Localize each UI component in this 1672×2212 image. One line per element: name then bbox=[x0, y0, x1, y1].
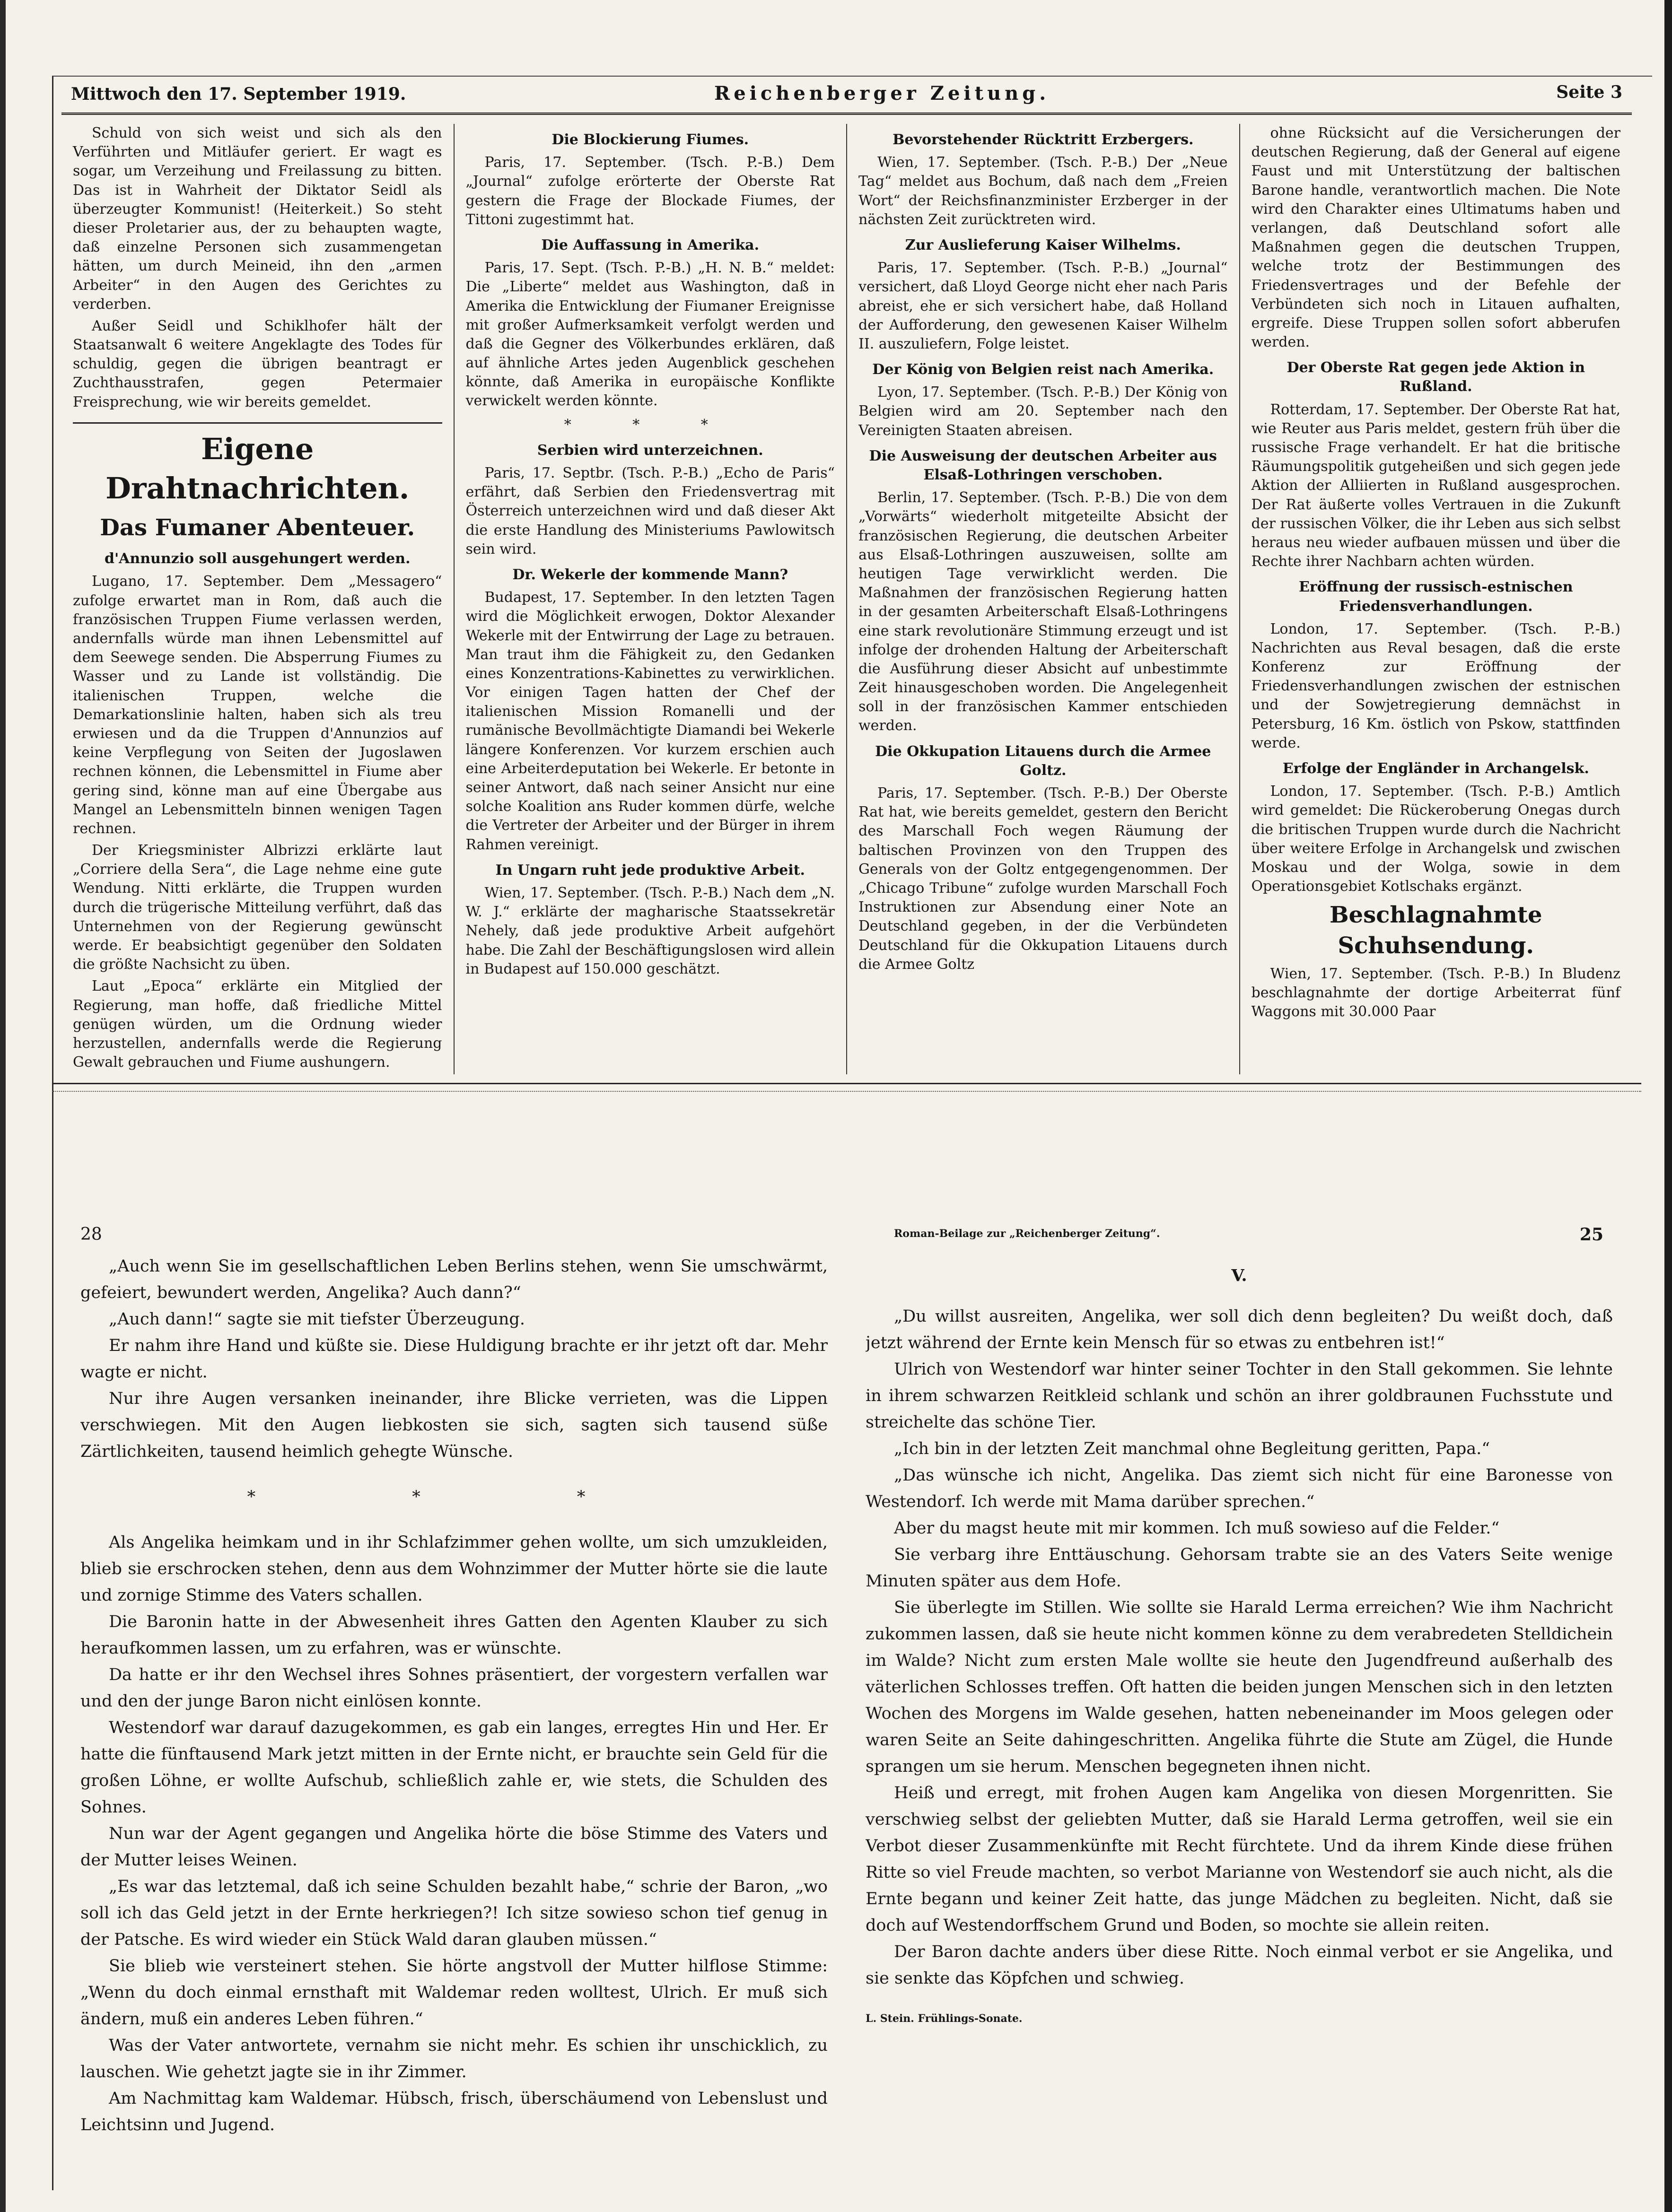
supplement-title: Roman-Beilage zur „Reichenberger Zeitung“. bbox=[894, 1228, 1160, 1240]
paragraph: Lugano, 17. September. Dem „Messagero“ zufolge erwartet man in Rom, daß auch die französischen Truppen Fiume verlassen werden, andernfalls würde man ihnen Lebensmittel auf dem Seewege senden. Die Absperrung Fiumes zu Wasser und zu Lande ist vollständig. Die italienischen Truppen, welche die Demarkationslinie halten, haben sich als treu erwiesen und da die Truppen d'Annunzios auf keine Verpflegung von Seiten der Jugoslawen rechnen können, die Lebensmittel in Fiume aber gering sind, könne man auf eine Übergabe aus Mangel an Lebensmitteln binnen wenigen Tagen rechnen. bbox=[73, 573, 442, 837]
paragraph: Westendorf war darauf dazugekommen, es gab ein langes, erregtes Hin und Her. Er hatte die fünftausend Mark jetzt mitten in der Ernte nicht, er brauchte sein Geld für die großen Löhne, er wollte Aufschub, schließlich zahle er, wie stets, die Schulden des Sohnes. bbox=[80, 1718, 828, 1817]
article-title: Bevorstehender Rücktritt Erzbergers. bbox=[893, 131, 1194, 148]
article-text: Paris, 17. September. (Tsch. P.-B.) Dem „Journal“ zufolge erörterte der Oberste Rat gestern die Frage der Blockade Fiumes, der Tittoni zugestimmt hat. bbox=[465, 154, 835, 228]
newspaper-header bbox=[61, 79, 1632, 115]
paragraph: Er nahm ihre Hand und küßte sie. Diese Huldigung brachte er ihr jetzt oft dar. Mehr wagte er nicht. bbox=[80, 1336, 828, 1382]
paragraph: Als Angelika heimkam und in ihr Schlafzimmer gehen wollte, um sich umzukleiden, blieb sie erschrocken stehen, denn aus dem Wohnzimmer der Mutter hörte sie die laute und zornige Stimme des Vaters schallen. bbox=[80, 1533, 828, 1605]
separator-stars: * * * bbox=[564, 416, 736, 433]
column-1 bbox=[61, 124, 455, 1074]
left-page-number: 28 bbox=[80, 1225, 102, 1244]
paragraph: Die Baronin hatte in der Abwesenheit ihres Gatten den Agenten Klauber zu sich heraufkommen lassen, um zu erfahren, was er wünschte. bbox=[80, 1612, 828, 1658]
article-title: Dr. Wekerle der kommende Mann? bbox=[512, 566, 788, 583]
paragraph: „Du willst ausreiten, Angelika, wer soll dich denn begleiten? Du weißt doch, daß jetzt während der Ernte kein Mensch für so etwas zu entbehren ist!“ bbox=[866, 1307, 1613, 1352]
masthead: Reichenberger Zeitung. bbox=[714, 82, 1050, 105]
article-text: Paris, 17. September. (Tsch. P.-B.) „Journal“ versichert, daß Lloyd George nicht eher nach Paris abreist, ehe er sich versichert habe, daß Holland der Aufforderung, den gewesenen Kaiser Wilhelm II. auszuliefern, Folge leistet. bbox=[858, 260, 1228, 352]
page-divider bbox=[52, 1083, 1641, 1092]
supplement-body bbox=[61, 1253, 1632, 2166]
article-text: Budapest, 17. September. In den letzten Tagen wird die Möglichkeit erwogen, Doktor Alexander Wekerle mit der Entwirrung der Lage zu betrauen. Man traut ihm die Fähigkeit zu, den Gedanken eines Konzentrations-Kabinettes zu verwirklichen. Vor einigen Tagen hatten der Chef der italienischen Mission Romanelli und der rumänische Bevollmächtigte Diamandi bei Wekerle längere Konferenzen. Vor kurzem erschien auch eine Arbeiterdeputation bei Wekerle. Er betonte in seiner Antwort, daß nach seiner Ansicht nur eine solche Koalition ans Ruder kommen dürfe, welche die Vertreter der Arbeiter und der Bürger in ihrem Rahmen vereinigt. bbox=[465, 589, 835, 853]
article-text: Rotterdam, 17. September. Der Oberste Rat hat, wie Reuter aus Paris meldet, gestern früh über die russische Frage verhandelt. Er hat die britische Räumungspolitik gutgeheißen und sich gegen jede Aktion der Alliierten in Rußland ausgesprochen. Der Rat äußerte volles Vertrauen in die Zukunft der russischen Völker, die ihr Leben aus sich selbst heraus neu wieder aufbauen müssen und über die Rechte ihrer Nachbarn achten würden. bbox=[1251, 401, 1620, 570]
novel-left-page bbox=[80, 1253, 828, 2166]
article-text: London, 17. September. (Tsch. P.-B.) Nachrichten aus Reval besagen, daß die erste Konferenz zur Eröffnung der Friedensverhandlungen zwischen der estnischen und der Sowjetregierung demnächst in Petersburg, 16 Km. östlich von Pskow, stattfinden werde. bbox=[1251, 620, 1620, 751]
paragraph: Der Baron dachte anders über diese Ritte. Noch einmal verbot er sie Angelika, und sie senkte das Köpfchen und schwieg. bbox=[866, 1942, 1613, 1988]
paragraph: Sie blieb wie versteinert stehen. Sie hörte angstvoll der Mutter hilflose Stimme: „Wenn du doch einmal ernsthaft mit Waldemar reden wolltest, Ulrich. Er muß sich ändern, muß ein anderes Leben führen.“ bbox=[80, 1957, 828, 2029]
chapter-number: V. bbox=[1231, 1266, 1247, 1285]
right-page-number: 25 bbox=[1579, 1225, 1603, 1245]
article-title: Der König von Belgien reist nach Amerika. bbox=[872, 361, 1214, 378]
article-title: Die Okkupation Litauens durch die Armee Goltz. bbox=[875, 743, 1211, 779]
paragraph: Sie verbarg ihre Enttäuschung. Gehorsam trabte sie an des Vaters Seite wenige Minuten später aus dem Hofe. bbox=[866, 1545, 1613, 1591]
paragraph: Nur ihre Augen versanken ineinander, ihre Blicke verrieten, was die Lippen verschwiegen. Mit den Augen liebkosten sie sich, sagten sich tausend süße Zärtlichkeiten, tausend heimlich gehegte Wünsche. bbox=[80, 1389, 828, 1461]
article-text: Wien, 17. September. (Tsch. P.-B.) Nach dem „N. W. J.“ erklärte der magharische Staatssekretär Nehely, daß jede produktive Arbeit aufgehört habe. Die Zahl der Beschäftigungslosen wird allein in Budapest auf 150.000 geschätzt. bbox=[465, 884, 835, 977]
paragraph: „Auch dann!“ sagte sie mit tiefster Überzeugung. bbox=[109, 1310, 525, 1329]
scan-edge bbox=[1664, 0, 1672, 2212]
paragraph: Schuld von sich weist und sich als den Verführten und Mitläufer geriert. Er wagt es sogar, um Verzeihung und Freilassung zu bitten. Das ist in Wahrheit der Diktator Seidl als überzeugter Kommunist! (Heiterkeit.) So steht dieser Proletarier aus, der zu behaupten wagte, daß einzelne Personen sich zusammengetan hätten, um durch Meineid, ihn den „armen Arbeiter“ in den Augen des Gerichtes zu verderben. bbox=[73, 125, 442, 313]
paragraph: Nun war der Agent gegangen und Angelika hörte die böse Stimme des Vaters und der Mutter leises Weinen. bbox=[80, 1824, 828, 1870]
article-text: Wien, 17. September. (Tsch. P.-B.) Der „Neue Tag“ meldet aus Bochum, daß nach dem „Freien Wort“ der Reichsfinanzminister Erzberger in der nächsten Zeit zurücktreten wird. bbox=[858, 154, 1228, 228]
paragraph: „Es war das letztemal, daß ich seine Schulden bezahlt habe,“ schrie der Baron, „wo soll ich das Geld jetzt in der Ernte herkriegen?! Ich sitze sowieso schon tief genug in der Patsche. Es wird wieder ein Stück Wald daran glauben müssen.“ bbox=[80, 1877, 828, 1949]
column-3 bbox=[847, 124, 1240, 1074]
paragraph: Außer Seidl und Schiklhofer hält der Staatsanwalt 6 weitere Angeklagte des Todes für schuldig, gegen die übrigen beantragt er Zuchthausstrafen, gegen Petermaier Freisprechung, wie wir bereits gemeldet. bbox=[73, 317, 442, 410]
section-title: Eigene Drahtnachrichten. bbox=[73, 422, 442, 508]
newspaper-columns bbox=[61, 124, 1632, 1074]
article-title: Eröffnung der russisch-estnischen Friedensverhandlungen. bbox=[1298, 579, 1573, 615]
separator-stars: * * * bbox=[247, 1488, 661, 1507]
article-title: In Ungarn ruht jede produktive Arbeit. bbox=[495, 862, 805, 879]
scan-edge bbox=[0, 0, 6, 2212]
column-2 bbox=[455, 124, 848, 1074]
column-4 bbox=[1240, 124, 1632, 1074]
article-text: London, 17. September. (Tsch. P.-B.) Amtlich wird gemeldet: Die Rückeroberung Onegas durch die britischen Truppen wurde durch die Nachricht über weitere Erfolge in Archangelsk und zwischen Moskau und der Wolga, sowie in dem Operationsgebiet Kotlschaks ergänzt. bbox=[1251, 783, 1620, 895]
paragraph: Am Nachmittag kam Waldemar. Hübsch, frisch, überschäumend von Lebenslust und Leichtsinn und Jugend. bbox=[80, 2089, 828, 2134]
article-title: Die Blockierung Fiumes. bbox=[551, 131, 749, 148]
article-title: Die Ausweisung der deutschen Arbeiter aus Elsaß-Lothringen verschoben. bbox=[869, 447, 1217, 483]
supplement-header bbox=[61, 1225, 1632, 1253]
paragraph: ohne Rücksicht auf die Versicherungen der deutschen Regierung, daß der General auf eigene Faust und mit Unterstützung der baltischen Barone handle, verantwortlich machen. Die Note wird den Charakter eines Ultimatums haben und verlangen, daß Deutschland sofort alle Maßnahmen gegen die deutschen Truppen, welche trotz der Bestimmungen des Friedensvertrages und der Befehle der Verbündeten sich noch in Litauen aufhalten, ergreife. Diese Truppen sollen sofort abberufen werden. bbox=[1251, 125, 1620, 351]
paragraph: Der Kriegsminister Albrizzi erklärte laut „Corriere della Sera“, die Lage nehme eine gute Wendung. Nitti erklärte, die Truppen wurden durch die trügerische Mitteilung verführt, daß das Unternehmen von der Regierung gewünscht werde. Er beabsichtigt gegenüber den Soldaten die größte Nachsicht zu üben. bbox=[73, 842, 442, 973]
article-title: Erfolge der Engländer in Archangelsk. bbox=[1282, 760, 1589, 777]
article-title: Zur Auslieferung Kaiser Wilhelms. bbox=[905, 236, 1181, 253]
paragraph: Laut „Epoca“ erklärte ein Mitglied der Regierung, man hoffe, daß friedliche Mittel genügen würden, um die Ordnung wieder herzustellen, andernfalls werde die Regierung Gewalt gebrauchen und Fiume aushungern. bbox=[73, 978, 442, 1071]
paragraph: „Auch wenn Sie im gesellschaftlichen Leben Berlins stehen, wenn Sie umschwärmt, gefeiert, bewundert werden, Angelika? Auch dann?“ bbox=[80, 1257, 828, 1302]
headline: Beschlagnahmte Schuhsendung. bbox=[1329, 902, 1542, 959]
subheadline: d'Annunzio soll ausgehungert werden. bbox=[104, 550, 411, 567]
paragraph: Was der Vater antwortete, vernahm sie nicht mehr. Es schien ihr unschicklich, zu lauschen. Wie gehetzt jagte sie in ihr Zimmer. bbox=[80, 2036, 828, 2081]
article-text: Paris, 17. Septbr. (Tsch. P.-B.) „Echo de Paris“ erfährt, daß Serbien den Friedensvertrag mit Österreich unterzeichnen wird und daß dieser Akt die erste Handlung des Ministeriums Pawlowitsch sein wird. bbox=[465, 465, 835, 557]
paragraph: Ulrich von Westendorf war hinter seiner Tochter in den Stall gekommen. Sie lehnte in ihrem schwarzen Reitkleid schlank und schön an ihrer goldbraunen Fuchsstute und streichelte das schöne Tier. bbox=[866, 1360, 1613, 1432]
novel-right-page bbox=[866, 1253, 1613, 2166]
headline: Das Fumaner Abenteuer. bbox=[100, 514, 415, 541]
paragraph: Sie überlegte im Stillen. Wie sollte sie Harald Lerma erreichen? Wie ihm Nachricht zukommen lassen, daß sie heute nicht kommen könne zu dem verabredeten Stelldichein im Walde? Nicht zum ersten Male wollte sie heute den Jugendfreund außerhalb des väterlichen Schlosses treffen. Oft hatten die beiden jungen Menschen sich in den letzten Wochen des Morgens im Walde gesehen, hatten nebeneinander im Moos gelegen oder waren Seite an Seite dahingeschritten. Angelika führte die Stute am Zügel, die Hunde sprangen um sie herum. Menschen begegneten ihnen nicht. bbox=[866, 1598, 1613, 1776]
paragraph: Aber du magst heute mit mir kommen. Ich muß sowieso auf die Felder.“ bbox=[894, 1519, 1500, 1538]
novel-supplement bbox=[61, 1225, 1632, 2170]
paragraph: Da hatte er ihr den Wechsel ihres Sohnes präsentiert, der vorgestern verfallen war und den der junge Baron nicht einlösen konnte. bbox=[80, 1665, 828, 1711]
issue-date: Mittwoch den 17. September 1919. bbox=[71, 84, 406, 104]
paragraph: „Ich bin in der letzten Zeit manchmal ohne Begleitung geritten, Papa.“ bbox=[894, 1439, 1490, 1458]
article-title: Serbien wird unterzeichnen. bbox=[537, 442, 763, 459]
article-text: Paris, 17. Sept. (Tsch. P.-B.) „H. N. B.“ meldet: Die „Liberte“ meldet aus Washington, daß in Amerika die Entwicklung der Fiumaner Ereignisse mit großer Aufmerksamkeit verfolgt werden und daß die Gegner des Völkerbundes erklären, daß auf ähnliche Artes jeden Augenblick geschehen könnte, daß Amerika in europäische Konflikte verwickelt werden könnte. bbox=[465, 260, 835, 409]
article-text: Wien, 17. September. (Tsch. P.-B.) In Bludenz beschlagnahmte der dortige Arbeiterrat fünf Waggons mit 30.000 Paar bbox=[1251, 965, 1620, 1020]
article-text: Paris, 17. September. (Tsch. P.-B.) Der Oberste Rat hat, wie bereits gemeldet, gestern den Bericht des Marschall Foch wegen Räumung der baltischen Provinzen von den Truppen des Generals von der Goltz entgegengenommen. Der „Chicago Tribune“ zufolge wurden Marschall Foch Instruktionen zur Absendung einer Note an Deutschland gegeben, in der die Verbündeten Deutschland für die Okkupation Litauens durch die Armee Goltz bbox=[858, 785, 1228, 973]
paragraph: „Das wünsche ich nicht, Angelika. Das ziemt sich nicht für eine Baronesse von Westendorf. Ich werde mit Mama darüber sprechen.“ bbox=[866, 1466, 1613, 1511]
article-text: Berlin, 17. September. (Tsch. P.-B.) Die von dem „Vorwärts“ wiederholt mitgeteilte Absicht der französischen Regierung, die deutschen Arbeiter aus Elsaß-Lothringen auszuweisen, sollte am heutigen Tage verwirklicht werden. Die Maßnahmen der französischen Regierung hatten in der gesamten Arbeiterschaft Elsaß-Lothringens eine stark revolutionäre Stimmung erzeugt und ist infolge der drohenden Haltung der Arbeiterschaft die Ausführung dieser Absicht auf unbestimmte Zeit hinausgeschoben worden. Die Angelegenheit soll in der französischen Kammer entschieden werden. bbox=[858, 489, 1228, 734]
page-footer: L. Stein. Frühlings-Sonate. bbox=[866, 2012, 1023, 2025]
article-text: Lyon, 17. September. (Tsch. P.-B.) Der König von Belgien wird am 20. September nach den Vereinigten Staaten abreisen. bbox=[858, 384, 1228, 439]
article-title: Die Auffassung in Amerika. bbox=[541, 236, 760, 253]
article-title: Der Oberste Rat gegen jede Aktion in Rußland. bbox=[1287, 359, 1585, 395]
paragraph: Heiß und erregt, mit frohen Augen kam Angelika von diesen Morgenritten. Sie verschwieg selbst der geliebten Mutter, daß sie Harald Lerma getroffen, weil sie ein Verbot dieser Zusammenkünfte mit Recht fürchtete. Und da ihrem Kinde diese frühen Ritte so viel Freude machten, so verbot Marianne von Westendorf sie auch nicht, als die Ernte begann und keiner Zeit hatte, das junge Mädchen zu begleiten. Nicht, daß sie doch auf Westendorffschem Grund und Boden, so mochte sie allein reiten. bbox=[866, 1784, 1613, 1935]
page-number: Seite 3 bbox=[1556, 82, 1622, 102]
